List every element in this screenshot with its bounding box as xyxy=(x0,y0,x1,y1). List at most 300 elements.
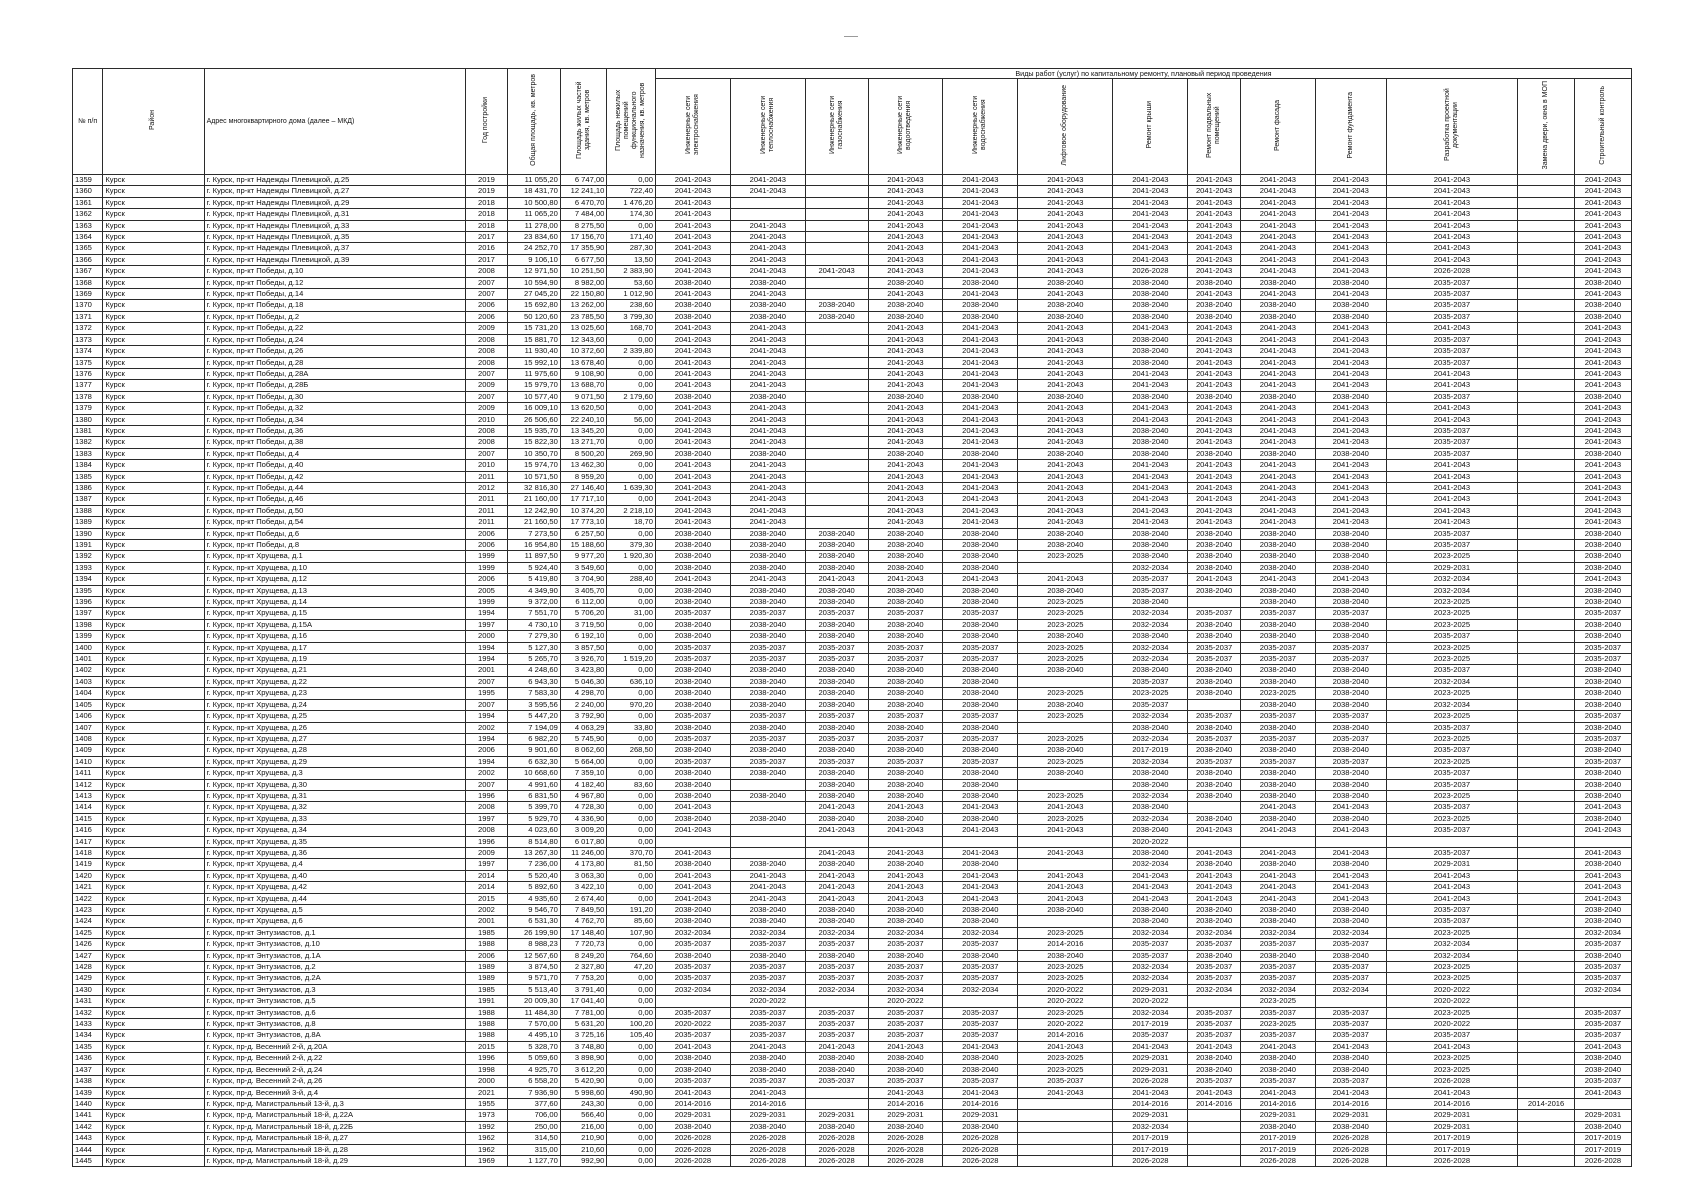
cell-nonres-area: 0,00 xyxy=(607,882,656,893)
cell-total-area: 23 834,60 xyxy=(508,232,561,243)
cell-elevator xyxy=(1018,562,1113,573)
cell-construction-control: 2038-2040 xyxy=(1574,699,1631,710)
cell-roof: 2041-2043 xyxy=(1113,505,1188,516)
cell-elevator: 2041-2043 xyxy=(1018,289,1113,300)
cell-water: 2038-2040 xyxy=(943,619,1018,630)
cell-district: Курск xyxy=(103,346,204,357)
cell-year: 1991 xyxy=(465,996,508,1007)
cell-design-docs: 2023-2025 xyxy=(1386,642,1518,653)
cell-doors-windows xyxy=(1518,916,1575,927)
cell-total-area: 8 514,80 xyxy=(508,836,561,847)
cell-facade: 2041-2043 xyxy=(1240,460,1315,471)
table-row xyxy=(73,1041,1632,1052)
cell-basement: 2041-2043 xyxy=(1188,334,1241,345)
cell-drainage: 2038-2040 xyxy=(868,540,943,551)
cell-nonres-area: 0,00 xyxy=(607,642,656,653)
cell-roof: 2038-2040 xyxy=(1113,425,1188,436)
cell-total-area: 15 979,70 xyxy=(508,380,561,391)
cell-foundation: 2038-2040 xyxy=(1315,1121,1386,1132)
cell-roof: 2038-2040 xyxy=(1113,540,1188,551)
cell-heating: 2038-2040 xyxy=(730,916,805,927)
cell-total-area: 12 567,60 xyxy=(508,950,561,961)
cell-address: г. Курск, пр-д. Магистральный 13-й, д.3 xyxy=(204,1098,465,1109)
cell-num: 1390 xyxy=(73,528,103,539)
cell-year: 2019 xyxy=(465,186,508,197)
cell-foundation: 2041-2043 xyxy=(1315,243,1386,254)
cell-drainage: 2035-2037 xyxy=(868,973,943,984)
cell-foundation: 2029-2031 xyxy=(1315,1110,1386,1121)
cell-total-area: 21 160,00 xyxy=(508,494,561,505)
cell-design-docs: 2026-2028 xyxy=(1386,266,1518,277)
cell-total-area: 4 495,10 xyxy=(508,1030,561,1041)
cell-doors-windows xyxy=(1518,460,1575,471)
cell-design-docs: 2035-2037 xyxy=(1386,631,1518,642)
cell-construction-control: 2041-2043 xyxy=(1574,1041,1631,1052)
cell-water: 2035-2037 xyxy=(943,1007,1018,1018)
cell-gas: 2035-2037 xyxy=(805,962,868,973)
cell-construction-control xyxy=(1574,1098,1631,1109)
cell-doors-windows xyxy=(1518,1087,1575,1098)
cell-construction-control xyxy=(1574,836,1631,847)
cell-district: Курск xyxy=(103,996,204,1007)
cell-electric: 2038-2040 xyxy=(655,1053,730,1064)
cell-address: г. Курск, пр-кт Хрущева, д.3 xyxy=(204,768,465,779)
cell-design-docs: 2035-2037 xyxy=(1386,722,1518,733)
cell-year: 2006 xyxy=(465,528,508,539)
cell-nonres-area: 0,00 xyxy=(607,585,656,596)
cell-district: Курск xyxy=(103,197,204,208)
cell-address: г. Курск, пр-кт Победы, д.30 xyxy=(204,391,465,402)
cell-roof: 2035-2037 xyxy=(1113,1030,1188,1041)
cell-elevator: 2023-2025 xyxy=(1018,1007,1113,1018)
cell-address: г. Курск, пр-кт Хрущева, д.35 xyxy=(204,836,465,847)
table-body xyxy=(73,175,1632,1167)
cell-basement: 2035-2037 xyxy=(1188,1030,1241,1041)
cell-water: 2041-2043 xyxy=(943,425,1018,436)
cell-district: Курск xyxy=(103,927,204,938)
table-row xyxy=(73,665,1632,676)
cell-heating: 2038-2040 xyxy=(730,597,805,608)
cell-gas: 2038-2040 xyxy=(805,528,868,539)
cell-facade: 2035-2037 xyxy=(1240,642,1315,653)
cell-roof: 2032-2034 xyxy=(1113,859,1188,870)
cell-year: 1997 xyxy=(465,619,508,630)
cell-address: г. Курск, пр-кт Хрущева, д.6 xyxy=(204,916,465,927)
cell-electric: 2041-2043 xyxy=(655,460,730,471)
cell-elevator: 2023-2025 xyxy=(1018,962,1113,973)
cell-foundation: 2041-2043 xyxy=(1315,425,1386,436)
cell-district: Курск xyxy=(103,825,204,836)
cell-heating: 2020-2022 xyxy=(730,996,805,1007)
cell-gas: 2038-2040 xyxy=(805,699,868,710)
cell-nonres-area: 0,00 xyxy=(607,790,656,801)
cell-elevator xyxy=(1018,1121,1113,1132)
cell-nonres-area: 0,00 xyxy=(607,1098,656,1109)
cell-nonres-area: 0,00 xyxy=(607,973,656,984)
cell-drainage: 2038-2040 xyxy=(868,551,943,562)
cell-drainage: 2041-2043 xyxy=(868,266,943,277)
cell-design-docs: 2041-2043 xyxy=(1386,368,1518,379)
cell-facade: 2038-2040 xyxy=(1240,300,1315,311)
header-work-7: Ремонт подвальных помещений xyxy=(1188,79,1241,175)
cell-roof: 2041-2043 xyxy=(1113,893,1188,904)
cell-nonres-area: 1 519,20 xyxy=(607,654,656,665)
cell-foundation: 2041-2043 xyxy=(1315,334,1386,345)
cell-design-docs: 2041-2043 xyxy=(1386,882,1518,893)
cell-drainage: 2029-2031 xyxy=(868,1110,943,1121)
cell-heating: 2038-2040 xyxy=(730,448,805,459)
cell-water: 2035-2037 xyxy=(943,1076,1018,1087)
cell-foundation: 2035-2037 xyxy=(1315,642,1386,653)
cell-nonres-area: 0,00 xyxy=(607,425,656,436)
cell-roof: 2038-2040 xyxy=(1113,768,1188,779)
cell-design-docs: 2023-2025 xyxy=(1386,973,1518,984)
table-row xyxy=(73,939,1632,950)
cell-electric: 2035-2037 xyxy=(655,1076,730,1087)
cell-doors-windows xyxy=(1518,950,1575,961)
cell-num: 1379 xyxy=(73,403,103,414)
cell-living-area: 7 484,00 xyxy=(560,209,607,220)
cell-foundation: 2041-2043 xyxy=(1315,460,1386,471)
cell-gas: 2038-2040 xyxy=(805,722,868,733)
cell-basement: 2041-2043 xyxy=(1188,403,1241,414)
cell-roof: 2041-2043 xyxy=(1113,186,1188,197)
cell-water: 2038-2040 xyxy=(943,528,1018,539)
cell-nonres-area: 238,60 xyxy=(607,300,656,311)
cell-address: г. Курск, пр-кт Победы, д.22 xyxy=(204,323,465,334)
cell-foundation: 2041-2043 xyxy=(1315,175,1386,186)
cell-nonres-area: 85,60 xyxy=(607,916,656,927)
cell-nonres-area: 0,00 xyxy=(607,1053,656,1064)
cell-facade: 2023-2025 xyxy=(1240,1019,1315,1030)
cell-water: 2041-2043 xyxy=(943,494,1018,505)
cell-electric: 2038-2040 xyxy=(655,277,730,288)
cell-district: Курск xyxy=(103,608,204,619)
cell-total-area: 11 278,00 xyxy=(508,220,561,231)
cell-doors-windows xyxy=(1518,1007,1575,1018)
cell-roof: 2041-2043 xyxy=(1113,368,1188,379)
cell-water: 2041-2043 xyxy=(943,1041,1018,1052)
cell-foundation: 2041-2043 xyxy=(1315,825,1386,836)
cell-nonres-area: 0,00 xyxy=(607,175,656,186)
cell-construction-control: 2038-2040 xyxy=(1574,768,1631,779)
cell-total-area: 5 929,70 xyxy=(508,813,561,824)
table-row xyxy=(73,220,1632,231)
table-row xyxy=(73,916,1632,927)
cell-roof: 2038-2040 xyxy=(1113,905,1188,916)
cell-water: 2035-2037 xyxy=(943,1019,1018,1030)
cell-drainage: 2038-2040 xyxy=(868,1053,943,1064)
cell-design-docs: 2017-2019 xyxy=(1386,1133,1518,1144)
cell-address: г. Курск, пр-кт Победы, д.36 xyxy=(204,425,465,436)
cell-foundation: 2038-2040 xyxy=(1315,779,1386,790)
table-row xyxy=(73,790,1632,801)
cell-elevator: 2023-2025 xyxy=(1018,597,1113,608)
cell-nonres-area: 100,20 xyxy=(607,1019,656,1030)
cell-num: 1383 xyxy=(73,448,103,459)
table-row xyxy=(73,711,1632,722)
cell-heating: 2038-2040 xyxy=(730,551,805,562)
cell-living-area: 22 240,10 xyxy=(560,414,607,425)
cell-nonres-area: 490,90 xyxy=(607,1087,656,1098)
cell-gas xyxy=(805,368,868,379)
cell-num: 1359 xyxy=(73,175,103,186)
cell-heating: 2041-2043 xyxy=(730,186,805,197)
cell-elevator: 2041-2043 xyxy=(1018,197,1113,208)
cell-foundation xyxy=(1315,996,1386,1007)
cell-address: г. Курск, пр-кт Надежды Плевицкой, д.33 xyxy=(204,220,465,231)
cell-gas xyxy=(805,186,868,197)
cell-doors-windows xyxy=(1518,1064,1575,1075)
cell-num: 1385 xyxy=(73,471,103,482)
cell-foundation: 2035-2037 xyxy=(1315,973,1386,984)
cell-construction-control: 2041-2043 xyxy=(1574,368,1631,379)
cell-total-area: 10 594,90 xyxy=(508,277,561,288)
cell-water: 2029-2031 xyxy=(943,1110,1018,1121)
cell-doors-windows xyxy=(1518,688,1575,699)
cell-water: 2041-2043 xyxy=(943,209,1018,220)
cell-design-docs: 2041-2043 xyxy=(1386,197,1518,208)
cell-design-docs: 2023-2025 xyxy=(1386,813,1518,824)
cell-living-area: 3 719,50 xyxy=(560,619,607,630)
cell-doors-windows xyxy=(1518,437,1575,448)
cell-water: 2041-2043 xyxy=(943,893,1018,904)
cell-water: 2038-2040 xyxy=(943,665,1018,676)
table-row xyxy=(73,1087,1632,1098)
cell-heating: 2041-2043 xyxy=(730,882,805,893)
cell-basement: 2038-2040 xyxy=(1188,722,1241,733)
cell-gas: 2038-2040 xyxy=(805,562,868,573)
cell-elevator: 2041-2043 xyxy=(1018,175,1113,186)
cell-nonres-area: 0,00 xyxy=(607,711,656,722)
cell-drainage: 2041-2043 xyxy=(868,893,943,904)
cell-num: 1440 xyxy=(73,1098,103,1109)
cell-roof: 2035-2037 xyxy=(1113,585,1188,596)
cell-foundation: 2041-2043 xyxy=(1315,847,1386,858)
cell-drainage: 2038-2040 xyxy=(868,631,943,642)
cell-living-area: 5 420,90 xyxy=(560,1076,607,1087)
cell-living-area: 210,90 xyxy=(560,1133,607,1144)
cell-drainage: 2041-2043 xyxy=(868,802,943,813)
cell-gas: 2038-2040 xyxy=(805,311,868,322)
cell-construction-control: 2035-2037 xyxy=(1574,973,1631,984)
cell-gas: 2032-2034 xyxy=(805,984,868,995)
cell-design-docs: 2041-2043 xyxy=(1386,1041,1518,1052)
cell-construction-control: 2041-2043 xyxy=(1574,494,1631,505)
cell-drainage: 2041-2043 xyxy=(868,380,943,391)
cell-electric: 2041-2043 xyxy=(655,505,730,516)
cell-year: 2021 xyxy=(465,1087,508,1098)
cell-gas: 2038-2040 xyxy=(805,540,868,551)
cell-basement: 2035-2037 xyxy=(1188,608,1241,619)
cell-heating: 2038-2040 xyxy=(730,300,805,311)
cell-total-area: 8 988,23 xyxy=(508,939,561,950)
cell-facade: 2038-2040 xyxy=(1240,528,1315,539)
cell-doors-windows xyxy=(1518,813,1575,824)
table-row xyxy=(73,346,1632,357)
cell-doors-windows xyxy=(1518,403,1575,414)
cell-design-docs: 2023-2025 xyxy=(1386,619,1518,630)
table-row xyxy=(73,300,1632,311)
cell-electric: 2041-2043 xyxy=(655,494,730,505)
cell-basement: 2038-2040 xyxy=(1188,391,1241,402)
cell-basement: 2038-2040 xyxy=(1188,619,1241,630)
cell-facade: 2038-2040 xyxy=(1240,585,1315,596)
cell-address: г. Курск, пр-д. Весенний 3-й, д.4 xyxy=(204,1087,465,1098)
cell-district: Курск xyxy=(103,562,204,573)
cell-roof: 2041-2043 xyxy=(1113,323,1188,334)
cell-gas xyxy=(805,380,868,391)
cell-address: г. Курск, пр-кт Хрущева, д.33 xyxy=(204,813,465,824)
cell-address: г. Курск, пр-кт Победы, д.26 xyxy=(204,346,465,357)
header-work-6: Ремонт крыши xyxy=(1113,79,1188,175)
cell-num: 1413 xyxy=(73,790,103,801)
cell-nonres-area: 287,30 xyxy=(607,243,656,254)
cell-total-area: 6 982,20 xyxy=(508,733,561,744)
cell-district: Курск xyxy=(103,1155,204,1166)
cell-design-docs: 2035-2037 xyxy=(1386,1030,1518,1041)
cell-doors-windows xyxy=(1518,289,1575,300)
cell-elevator: 2041-2043 xyxy=(1018,802,1113,813)
cell-water: 2038-2040 xyxy=(943,585,1018,596)
cell-nonres-area: 31,00 xyxy=(607,608,656,619)
cell-electric: 2038-2040 xyxy=(655,905,730,916)
cell-address: г. Курск, пр-кт Надежды Плевицкой, д.29 xyxy=(204,197,465,208)
cell-year: 2012 xyxy=(465,482,508,493)
cell-drainage: 2038-2040 xyxy=(868,859,943,870)
cell-elevator: 2038-2040 xyxy=(1018,277,1113,288)
cell-address: г. Курск, пр-кт Победы, д.24 xyxy=(204,334,465,345)
cell-living-area: 4 967,80 xyxy=(560,790,607,801)
cell-design-docs: 2041-2043 xyxy=(1386,505,1518,516)
cell-nonres-area: 0,00 xyxy=(607,1121,656,1132)
cell-heating: 2035-2037 xyxy=(730,1030,805,1041)
cell-heating: 2041-2043 xyxy=(730,1087,805,1098)
cell-water: 2038-2040 xyxy=(943,813,1018,824)
cell-gas: 2041-2043 xyxy=(805,893,868,904)
cell-heating: 2035-2037 xyxy=(730,756,805,767)
cell-district: Курск xyxy=(103,813,204,824)
cell-elevator: 2023-2025 xyxy=(1018,608,1113,619)
cell-design-docs: 2023-2025 xyxy=(1386,654,1518,665)
cell-living-area: 3 748,80 xyxy=(560,1041,607,1052)
table-row xyxy=(73,1019,1632,1030)
cell-address: г. Курск, пр-кт Энтузиастов, д.2А xyxy=(204,973,465,984)
cell-roof: 2032-2034 xyxy=(1113,619,1188,630)
cell-elevator: 2041-2043 xyxy=(1018,1087,1113,1098)
cell-year: 2006 xyxy=(465,540,508,551)
cell-year: 2011 xyxy=(465,505,508,516)
cell-address: г. Курск, пр-кт Хрущева, д.26 xyxy=(204,722,465,733)
cell-construction-control: 2035-2037 xyxy=(1574,711,1631,722)
cell-construction-control: 2038-2040 xyxy=(1574,745,1631,756)
cell-num: 1442 xyxy=(73,1121,103,1132)
cell-foundation: 2038-2040 xyxy=(1315,1053,1386,1064)
cell-heating: 2035-2037 xyxy=(730,1007,805,1018)
cell-living-area: 8 275,50 xyxy=(560,220,607,231)
cell-heating: 2038-2040 xyxy=(730,859,805,870)
cell-district: Курск xyxy=(103,403,204,414)
cell-district: Курск xyxy=(103,482,204,493)
cell-living-area: 12 241,10 xyxy=(560,186,607,197)
cell-district: Курск xyxy=(103,676,204,687)
cell-gas: 2035-2037 xyxy=(805,711,868,722)
cell-num: 1445 xyxy=(73,1155,103,1166)
cell-water: 2035-2037 xyxy=(943,756,1018,767)
cell-living-area: 3 926,70 xyxy=(560,654,607,665)
cell-facade: 2038-2040 xyxy=(1240,779,1315,790)
cell-roof: 2038-2040 xyxy=(1113,300,1188,311)
cell-electric: 2032-2034 xyxy=(655,927,730,938)
table-row xyxy=(73,232,1632,243)
cell-district: Курск xyxy=(103,471,204,482)
cell-roof: 2032-2034 xyxy=(1113,654,1188,665)
cell-water: 2041-2043 xyxy=(943,882,1018,893)
cell-nonres-area: 47,20 xyxy=(607,962,656,973)
cell-living-area: 3 422,10 xyxy=(560,882,607,893)
cell-year: 1988 xyxy=(465,1030,508,1041)
cell-living-area: 10 251,50 xyxy=(560,266,607,277)
cell-num: 1419 xyxy=(73,859,103,870)
cell-drainage: 2035-2037 xyxy=(868,939,943,950)
cell-total-area: 26 199,90 xyxy=(508,927,561,938)
cell-water: 2014-2016 xyxy=(943,1098,1018,1109)
cell-construction-control: 2038-2040 xyxy=(1574,859,1631,870)
cell-design-docs: 2035-2037 xyxy=(1386,311,1518,322)
cell-elevator: 2041-2043 xyxy=(1018,505,1113,516)
cell-electric: 2038-2040 xyxy=(655,448,730,459)
cell-electric: 2038-2040 xyxy=(655,950,730,961)
header-work-12: Строительный контроль xyxy=(1574,79,1631,175)
cell-facade: 2035-2037 xyxy=(1240,1007,1315,1018)
cell-roof: 2020-2022 xyxy=(1113,836,1188,847)
cell-construction-control: 2038-2040 xyxy=(1574,688,1631,699)
header-work-1: Инженерные сети теплоснабжения xyxy=(730,79,805,175)
table-row xyxy=(73,540,1632,551)
cell-district: Курск xyxy=(103,209,204,220)
cell-facade: 2038-2040 xyxy=(1240,597,1315,608)
cell-design-docs: 2041-2043 xyxy=(1386,414,1518,425)
cell-doors-windows xyxy=(1518,699,1575,710)
cell-doors-windows xyxy=(1518,357,1575,368)
cell-heating: 2035-2037 xyxy=(730,608,805,619)
cell-design-docs: 2035-2037 xyxy=(1386,425,1518,436)
cell-foundation: 2038-2040 xyxy=(1315,665,1386,676)
cell-num: 1394 xyxy=(73,574,103,585)
cell-address: г. Курск, пр-кт Хрущева, д.24 xyxy=(204,699,465,710)
table-row xyxy=(73,528,1632,539)
cell-foundation: 2041-2043 xyxy=(1315,232,1386,243)
cell-electric: 2038-2040 xyxy=(655,790,730,801)
cell-construction-control: 2038-2040 xyxy=(1574,277,1631,288)
cell-heating: 2014-2016 xyxy=(730,1098,805,1109)
cell-foundation: 2038-2040 xyxy=(1315,813,1386,824)
cell-address: г. Курск, пр-кт Победы, д.32 xyxy=(204,403,465,414)
cell-water: 2038-2040 xyxy=(943,676,1018,687)
cell-district: Курск xyxy=(103,802,204,813)
cell-num: 1403 xyxy=(73,676,103,687)
cell-foundation: 2041-2043 xyxy=(1315,1041,1386,1052)
cell-nonres-area: 2 383,90 xyxy=(607,266,656,277)
cell-basement: 2041-2043 xyxy=(1188,368,1241,379)
cell-living-area: 5 046,30 xyxy=(560,676,607,687)
cell-doors-windows xyxy=(1518,859,1575,870)
cell-foundation: 2038-2040 xyxy=(1315,1064,1386,1075)
cell-water: 2041-2043 xyxy=(943,460,1018,471)
cell-basement: 2032-2034 xyxy=(1188,984,1241,995)
cell-doors-windows xyxy=(1518,768,1575,779)
cell-gas xyxy=(805,494,868,505)
